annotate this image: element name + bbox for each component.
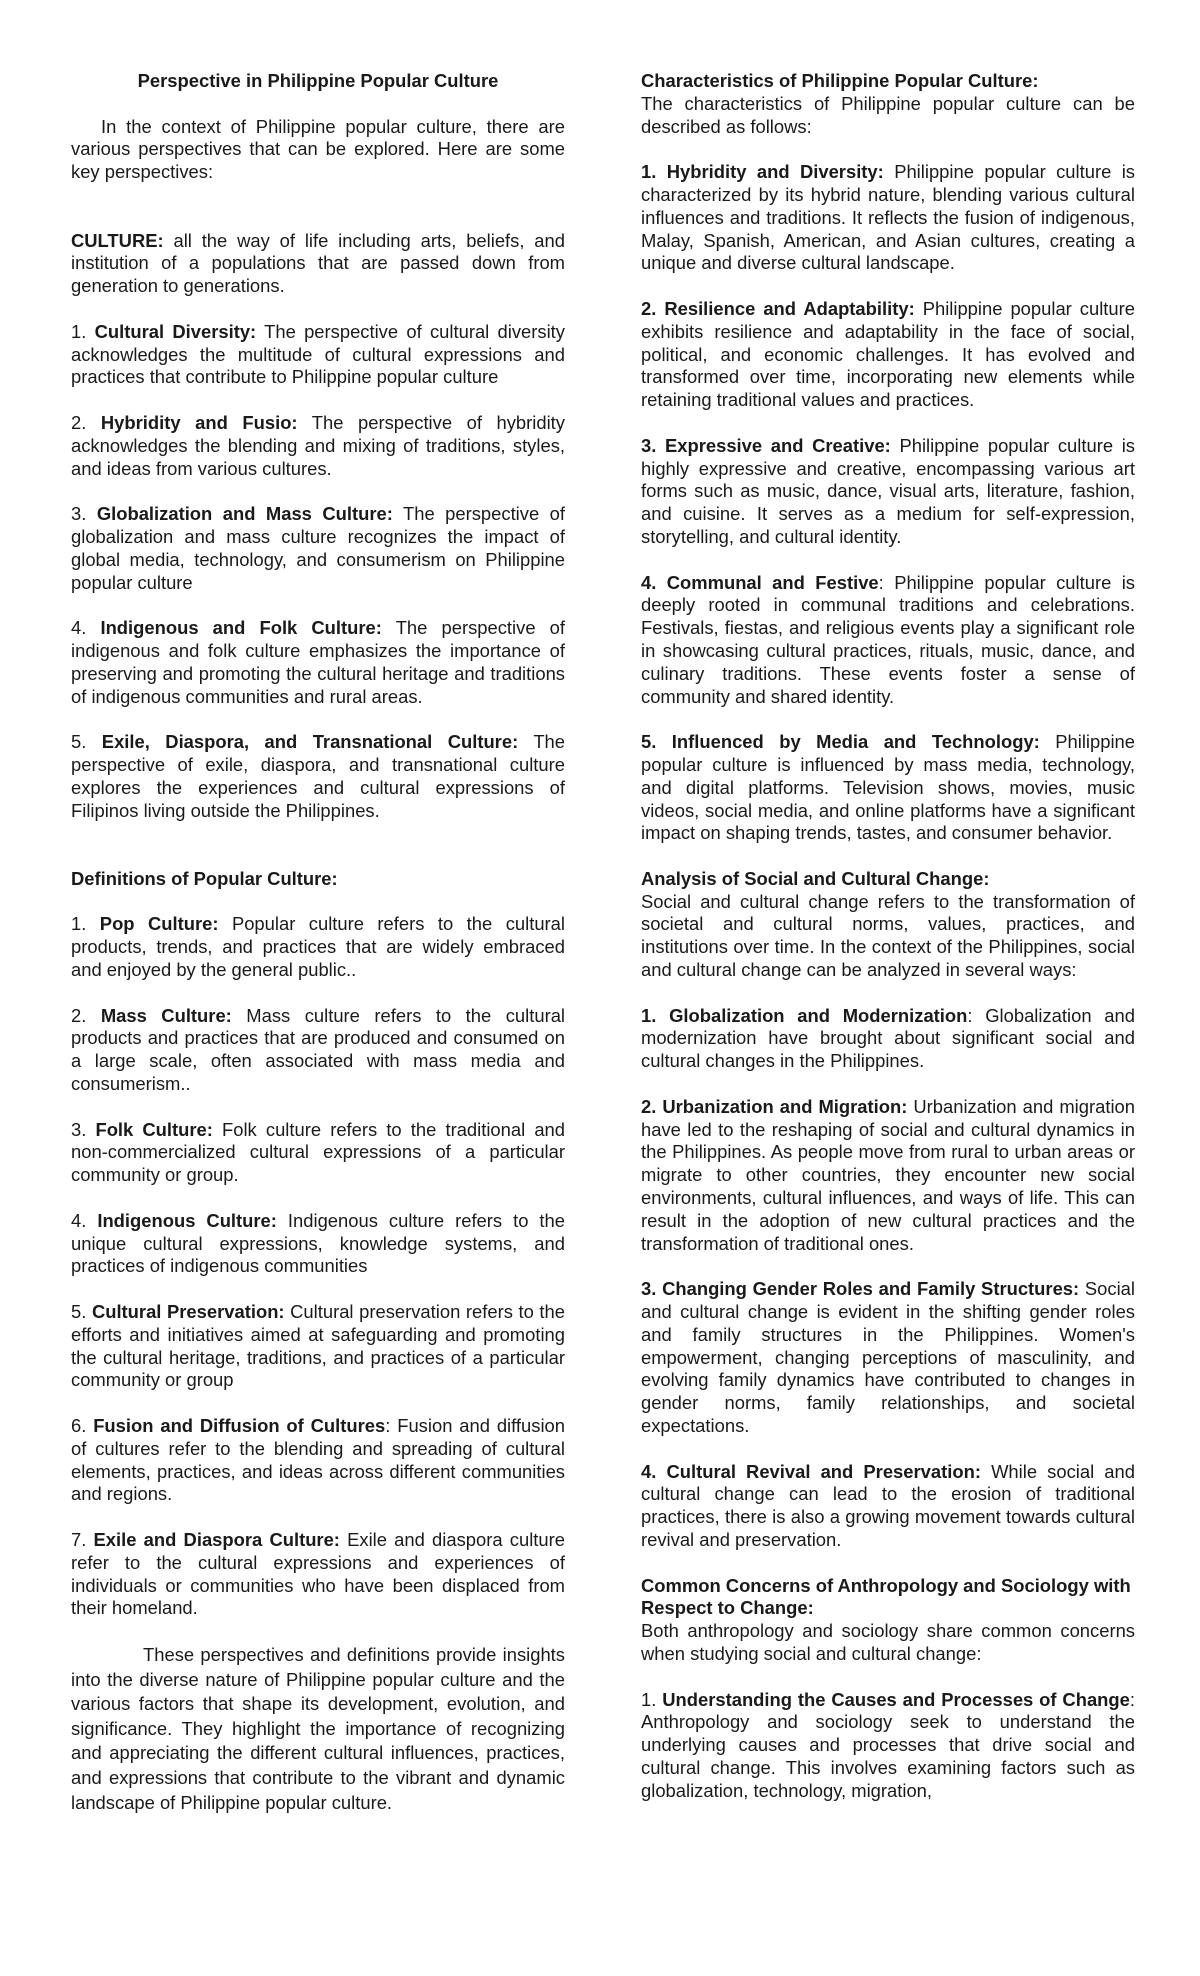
culture-definition-text: all the way of life including arts, beliefs, and institution of a populations that are passed down from generation to generations. — [71, 229, 565, 297]
perspective-item: 1. Cultural Diversity: The perspective of cultural diversity acknowledges the multitude of cultural expressions and practices that contribute to Philippine popular culture — [71, 320, 565, 388]
analysis-intro: Social and cultural change refers to the transformation of societal and cultural norms, values, practices, and institutions over time. In the context of the Philippines, social and cultural change can be analyzed in several ways: — [641, 890, 1135, 981]
analysis-item: 4. Cultural Revival and Preservation: While social and cultural change can lead to the erosion of traditional practices, there is also a growing movement towards cultural revival and preservation. — [641, 1460, 1135, 1550]
definition-item: 7. Exile and Diaspora Culture: Exile and diaspora culture refer to the cultural expressions and experiences of individuals or communities who have been displaced from their homeland. — [71, 1529, 565, 1619]
analysis-item: 2. Urbanization and Migration: Urbanization and migration have led to the reshaping of social and cultural dynamics in the Philippines. As people move from rural to urban areas or migrate to other countries, they encounter new social environments, cultural influences, and ways of life. This can result in the adoption of new cultural practices and the transformation of traditional ones. — [641, 1095, 1136, 1254]
analysis-item: 3. Changing Gender Roles and Family Structures: Social and cultural change is evident in the shifting gender roles and family structures in the Philippines. Women's empowerment, changing perceptions of masculinity, and evolving family dynamics have contributed to changes in gender norms, family relationships, and societal expectations. — [641, 1278, 1135, 1437]
culture-term: CULTURE: — [71, 229, 164, 251]
conclusion-paragraph: These perspectives and definitions provide insights into the diverse nature of Philippine popular culture and the various factors that shape its development, evolution, and significance. They highlight the importance of recognizing and appreciating the different cultural influences, practices, and expressions that contribute to the vibrant and dynamic landscape of Philippine popular culture. — [71, 1643, 565, 1813]
concerns-intro: Both anthropology and sociology share common concerns when studying social and cultural change: — [641, 1620, 1135, 1664]
definition-item: 4. Indigenous Culture: Indigenous culture refers to the unique cultural expressions, knowledge systems, and practices of indigenous communities — [71, 1209, 565, 1277]
left-column — [71, 70, 565, 1815]
definitions-heading: Definitions of Popular Culture: — [71, 867, 338, 889]
definition-item: 1. Pop Culture: Popular culture refers to the cultural products, trends, and practices that are widely embraced and enjoyed by the general public.. — [71, 913, 565, 981]
characteristic-item: 1. Hybridity and Diversity: Philippine popular culture is characterized by its hybrid nature, blending various cultural influences and traditions. It reflects the fusion of indigenous, Malay, Spanish, American, and Asian cultures, creating a unique and diverse cultural landscape. — [641, 161, 1135, 274]
perspective-item: 4. Indigenous and Folk Culture: The perspective of indigenous and folk culture emphasizes the importance of preserving and promoting the cultural heritage and traditions of indigenous communities and rural areas. — [71, 617, 566, 707]
definition-item: 2. Mass Culture: Mass culture refers to the cultural products and practices that are produced and consumed on a large scale, often associated with mass media and consumerism.. — [71, 1004, 566, 1095]
characteristic-item: 5. Influenced by Media and Technology: Philippine popular culture is influenced by mass media, technology, and digital platforms. Television shows, movies, music videos, social media, and online platforms have a significant impact on shaping trends, tastes, and consumer behavior. — [641, 731, 1135, 844]
characteristics-intro: The characteristics of Philippine popular culture can be described as follows: — [641, 92, 1135, 137]
definition-item: 6. Fusion and Diffusion of Cultures: Fusion and diffusion of cultures refer to the blending and spreading of cultural elements, practices, and ideas across different communities and regions. — [71, 1415, 565, 1505]
analysis-heading: Analysis of Social and Cultural Change: — [641, 867, 990, 889]
definition-item: 5. Cultural Preservation: Cultural preservation refers to the efforts and initiatives aimed at safeguarding and promoting the cultural heritage, traditions, and practices of a particular community or group — [71, 1301, 565, 1391]
characteristic-item: 2. Resilience and Adaptability: Philippine popular culture exhibits resilience and adaptability in the face of social, political, and economic challenges. It has evolved and transformed over time, incorporating new elements while retaining traditional values and practices. — [641, 297, 1135, 411]
characteristics-heading: Characteristics of Philippine Popular Culture: — [641, 70, 1039, 91]
characteristic-item: 4. Communal and Festive: Philippine popular culture is deeply rooted in communal traditions and celebrations. Festivals, fiestas, and religious events play a significant role in showcasing cultural practices, rituals, music, dance, and culinary traditions. These events foster a sense of community and shared identity. — [641, 571, 1135, 707]
page-title: Perspective in Philippine Popular Culture — [137, 70, 499, 91]
right-column — [641, 70, 1135, 1803]
concerns-heading: Common Concerns of Anthropology and Sociology with Respect to Change: — [641, 1574, 1131, 1619]
perspective-item: 3. Globalization and Mass Culture: The perspective of globalization and mass culture recognizes the impact of global media, technology, and consumerism on Philippine popular culture — [71, 503, 565, 593]
analysis-item: 1. Globalization and Modernization: Globalization and modernization have brought about significant social and cultural changes in the Philippines. — [641, 1004, 1135, 1072]
characteristic-item: 3. Expressive and Creative: Philippine popular culture is highly expressive and creative, encompassing various art forms such as music, dance, visual arts, literature, fashion, and cuisine. It serves as a medium for self-expression, storytelling, and cultural identity. — [641, 434, 1135, 547]
intro-paragraph: In the context of Philippine popular culture, there are various perspectives that can be explored. Here are some key perspectives: — [71, 115, 565, 183]
concern-item: 1. Understanding the Causes and Processes of Change: Anthropology and sociology seek to understand the underlying causes and processes that drive social and cultural change. This involves examining factors such as globalization, technology, migration, — [641, 1688, 1135, 1801]
perspective-item: 5. Exile, Diaspora, and Transnational Culture: The perspective of exile, diaspora, and transnational culture explores the experiences and cultural expressions of Filipinos living outside the Philippines. — [71, 731, 566, 821]
definition-item: 3. Folk Culture: Folk culture refers to the traditional and non-commercialized cultural expressions of a particular community or group. — [71, 1118, 566, 1186]
perspective-item: 2. Hybridity and Fusio: The perspective of hybridity acknowledges the blending and mixing of traditions, styles, and ideas from various cultures. — [71, 411, 565, 479]
culture-definition — [71, 230, 565, 298]
